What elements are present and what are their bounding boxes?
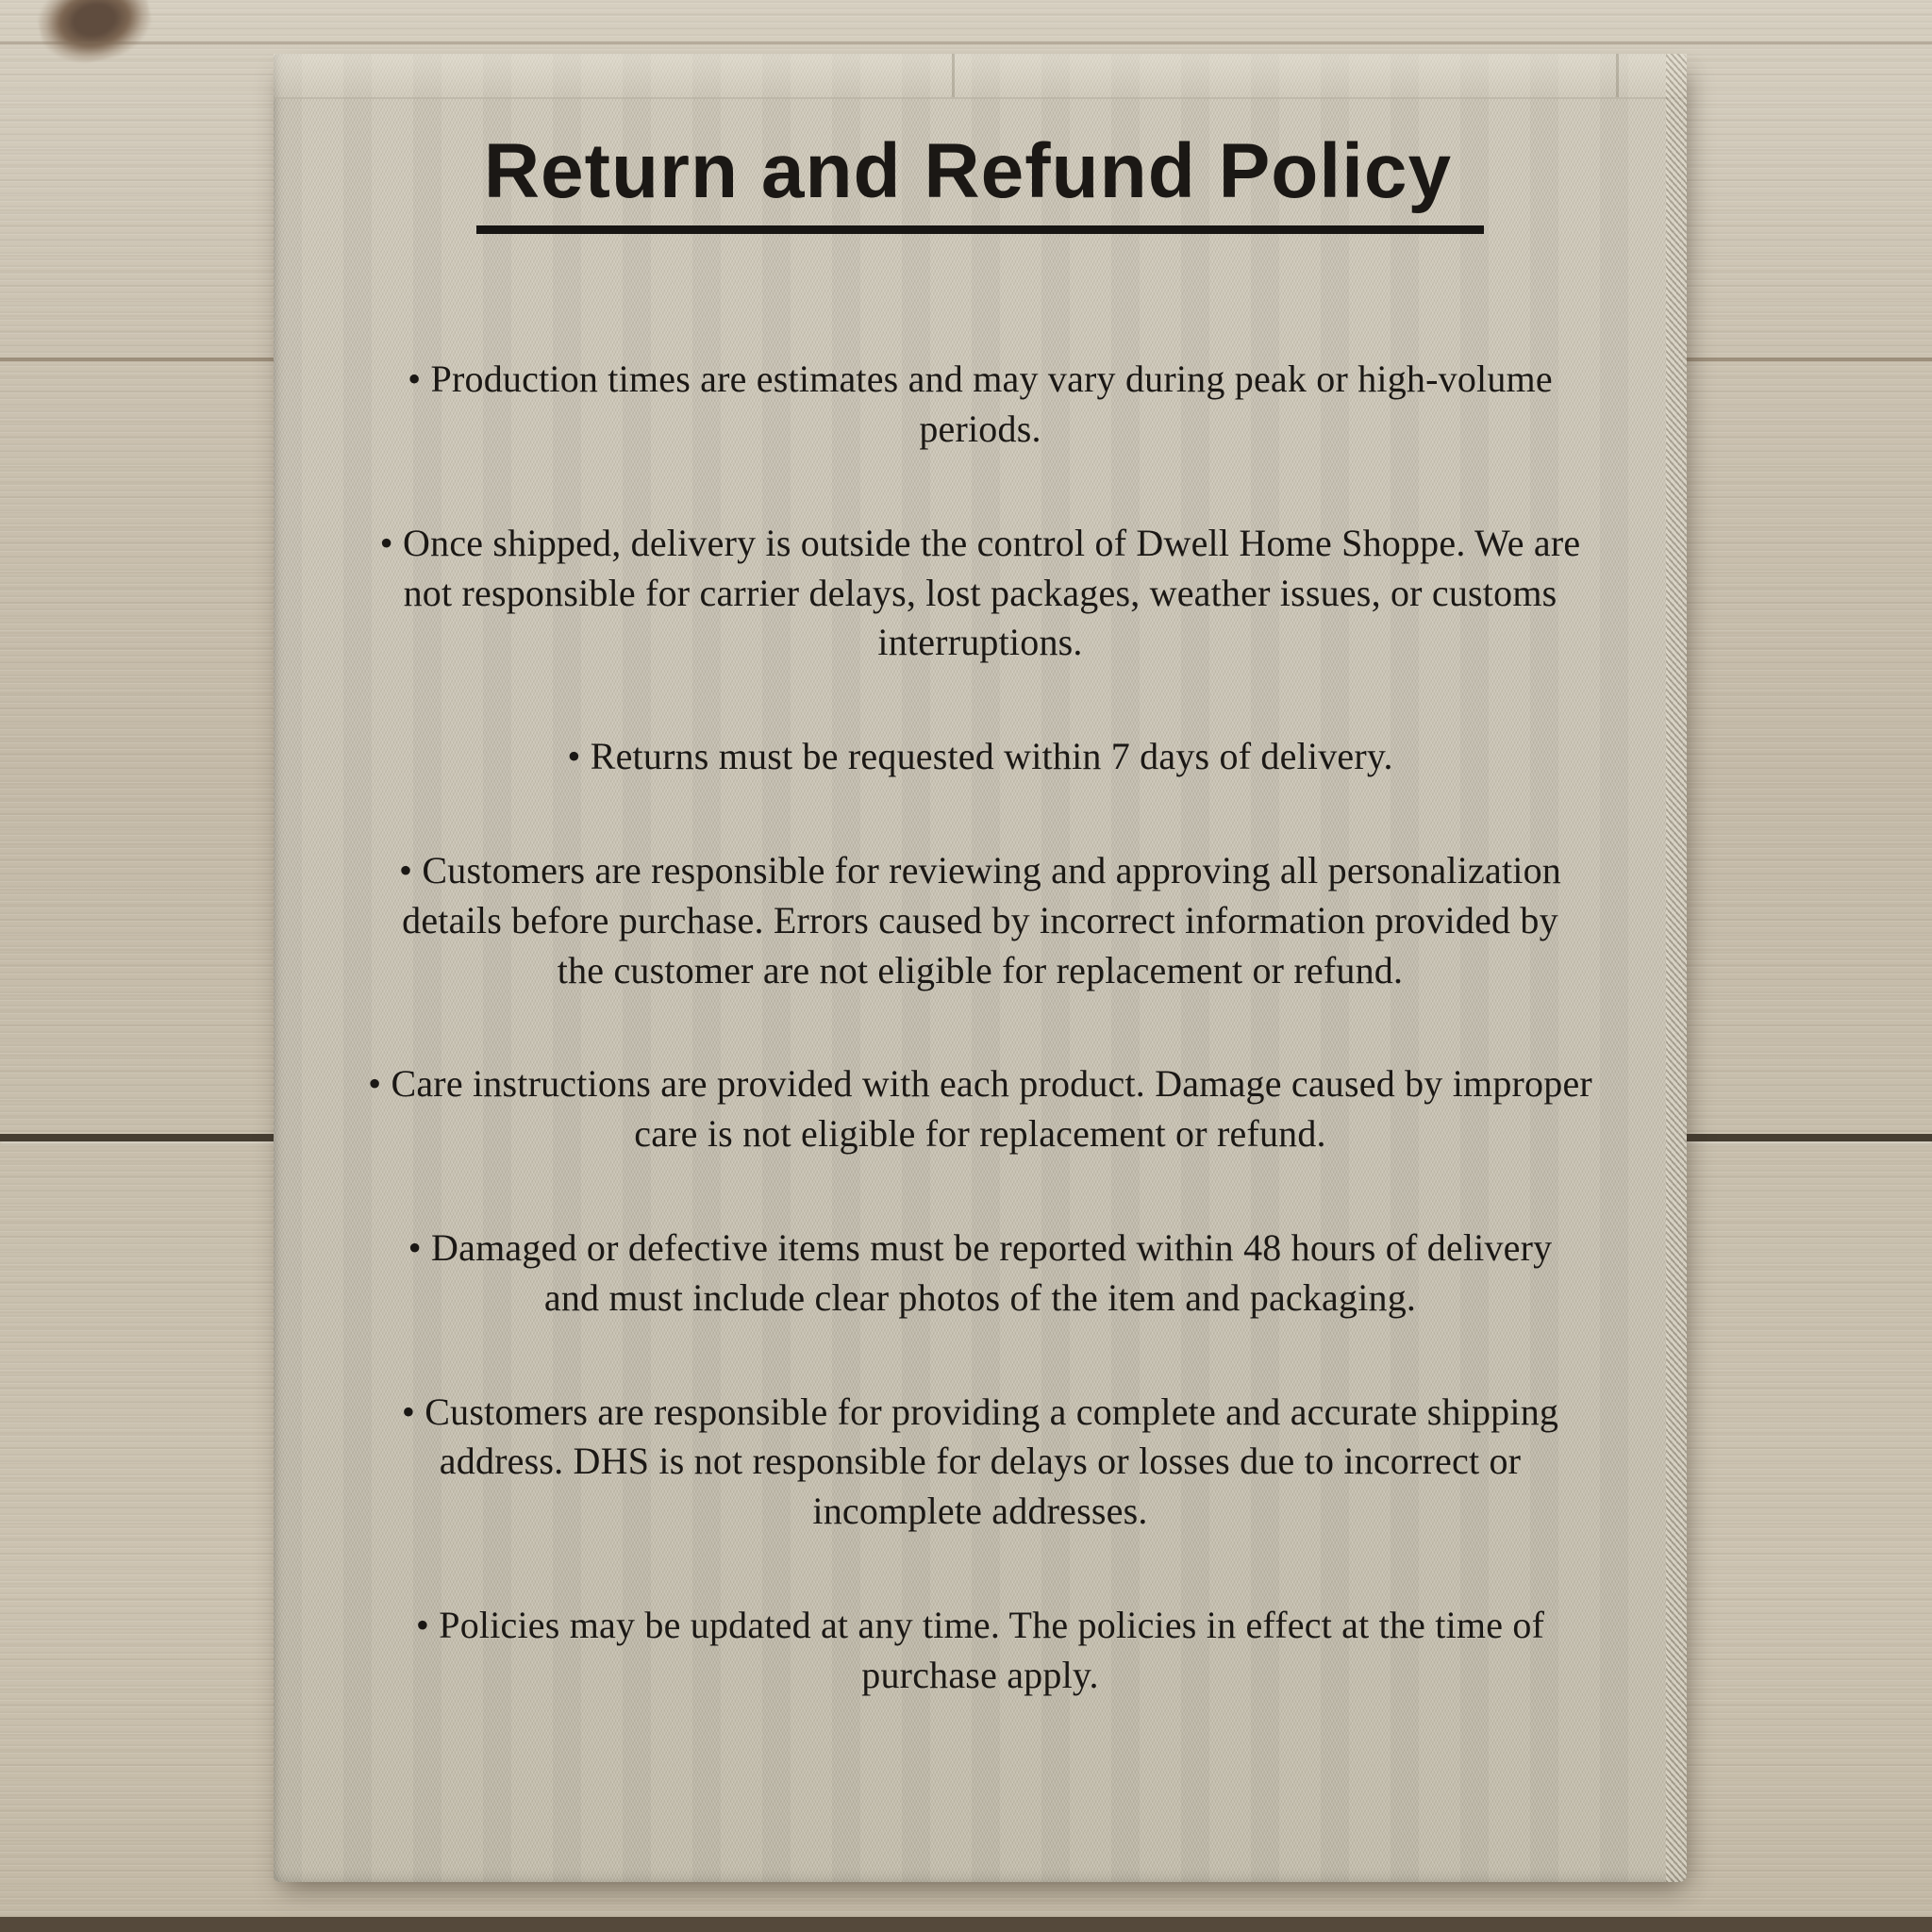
policy-bullet: • Policies may be updated at any time. The policies in effect at the time of purchase apply. [415,1603,1545,1696]
policy-bullet: • Care instructions are provided with each product. Damage caused by improper care is not eligible for replacement or refund. [368,1062,1592,1156]
policy-bullet: • Production times are estimates and may vary during peak or high-volume periods. [408,358,1553,450]
policy-bullet: • Returns must be requested within 7 days of delivery. [567,735,1393,778]
policy-bullet-list [274,355,1687,1700]
page-title: Return and Refund Policy [476,129,1484,234]
plank-seam-bottom [0,1917,1932,1932]
fabric-cloth [274,54,1687,1882]
plank-seam-top [0,42,1932,44]
policy-bullet: • Customers are responsible for providing a complete and accurate shipping address. DHS is not responsible for delays or losses due to incorrect or incomplete addresses. [401,1390,1559,1533]
policy-bullet: • Customers are responsible for reviewing and approving all personalization details before purchase. Errors caused by incorrect information provided by the customer are not eligible for replacement or refund. [399,848,1561,991]
policy-content [274,54,1687,1882]
wood-knot [33,0,158,71]
policy-bullet: • Once shipped, delivery is outside the control of Dwell Home Shoppe. We are not responsible for carrier delays, lost packages, weather issues, or customs interruptions. [379,521,1581,664]
policy-bullet: • Damaged or defective items must be reported within 48 hours of delivery and must include clear photos of the item and packaging. [408,1225,1553,1319]
